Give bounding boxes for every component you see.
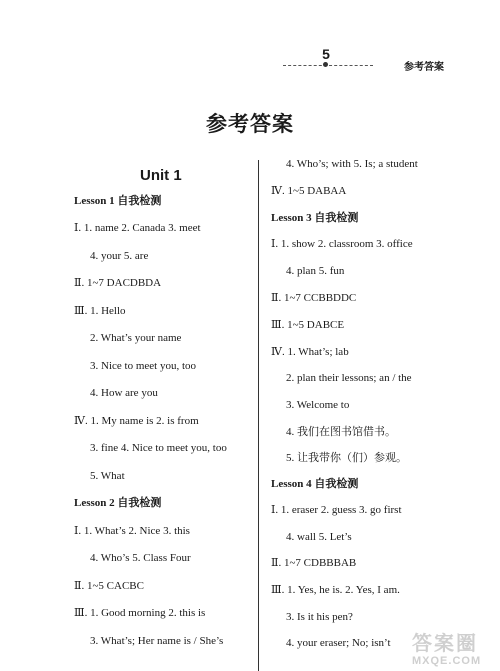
watermark-bottom: MXQE.COM — [412, 655, 482, 667]
page-number: 5 — [322, 46, 330, 62]
answer-line: 4. your 5. are — [90, 250, 149, 262]
answer-line: Ⅲ. 1. Hello — [74, 305, 126, 317]
lesson-heading: Lesson 2 自我检测 — [74, 497, 162, 509]
answer-line: Ⅱ. 1~7 CDBBBAB — [271, 557, 357, 569]
answer-line: 3. Nice to meet you, too — [90, 360, 197, 372]
watermark-logo — [412, 634, 498, 670]
answer-line: Ⅱ. 1~7 DACDBDA — [74, 277, 162, 289]
answer-line: Ⅱ. 1~7 CCBBDDC — [271, 292, 357, 304]
answer-line: 3. What’s; Her name is / She’s — [90, 635, 224, 647]
answer-line: 3. fine 4. Nice to meet you, too — [90, 442, 227, 454]
answer-line: 3. Is it his pen? — [286, 611, 353, 623]
answer-line: Ⅳ. 1~5 DABAA — [271, 185, 347, 197]
answer-line: 4. wall 5. Let’s — [286, 531, 352, 543]
answer-line: Ⅰ. 1. What’s 2. Nice 3. this — [74, 525, 190, 537]
header-label: 参考答案 — [404, 62, 444, 73]
column-divider — [258, 160, 259, 671]
lesson-heading: Lesson 1 自我检测 — [74, 195, 162, 207]
answer-line: 4. plan 5. fun — [286, 265, 345, 277]
header-dot-icon — [323, 62, 328, 67]
answer-line: Ⅱ. 1~5 CACBC — [74, 580, 144, 592]
answer-line: 2. plan their lessons; an / the — [286, 372, 412, 384]
answer-line: 4. Who’s; with 5. Is; a student — [286, 158, 418, 170]
answer-line: 4. How are you — [90, 387, 158, 399]
answer-line: Ⅲ. 1. Yes, he is. 2. Yes, I am. — [271, 584, 400, 596]
lesson-heading: Lesson 3 自我检测 — [271, 212, 359, 224]
unit-heading: Unit 1 — [140, 167, 182, 184]
answer-line: Ⅰ. 1. eraser 2. guess 3. go first — [271, 504, 402, 516]
answer-line: Ⅳ. 1. What’s; lab — [271, 346, 349, 358]
watermark-top: 答案圈 — [412, 633, 478, 655]
answer-line: 3. Welcome to — [286, 399, 350, 411]
lesson-heading: Lesson 4 自我检测 — [271, 478, 359, 490]
answer-line: Ⅲ. 1. Good morning 2. this is — [74, 607, 206, 619]
answer-line: 4. your eraser; No; isn’t — [286, 637, 391, 649]
answer-line: 2. What’s your name — [90, 332, 182, 344]
header-rule — [283, 65, 373, 66]
answer-line: 5. 让我带你（们）参观。 — [286, 452, 407, 464]
answer-line: Ⅰ. 1. show 2. classroom 3. office — [271, 238, 413, 250]
answer-line: 5. What — [90, 470, 125, 482]
answer-line: Ⅰ. 1. name 2. Canada 3. meet — [74, 222, 201, 234]
answer-line: 4. Who’s 5. Class Four — [90, 552, 191, 564]
answer-line: Ⅳ. 1. My name is 2. is from — [74, 415, 199, 427]
page-title: 参考答案 — [206, 112, 294, 136]
answer-line: Ⅲ. 1~5 DABCE — [271, 319, 345, 331]
answer-line: 4. 我们在图书馆借书。 — [286, 426, 396, 438]
